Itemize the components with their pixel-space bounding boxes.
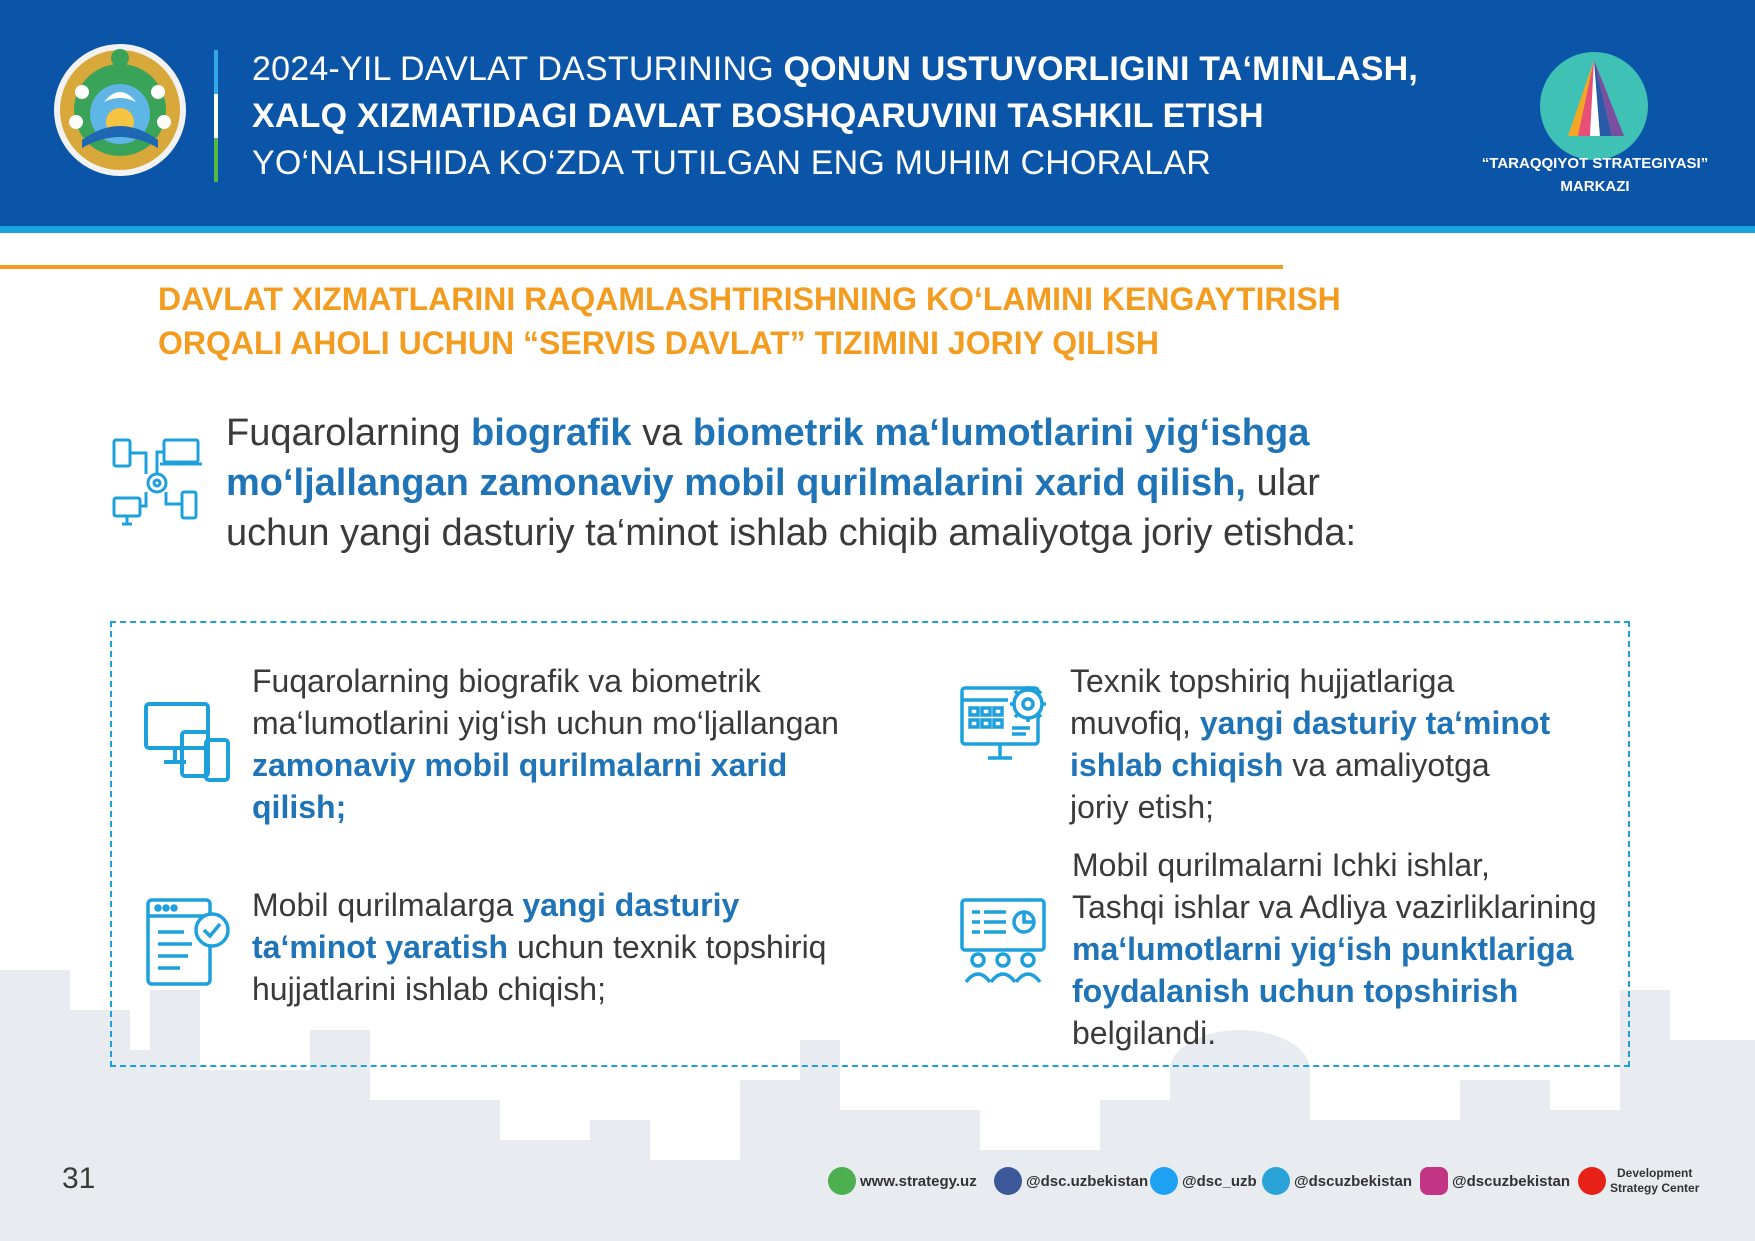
footer-telegram-label: @dscuzbekistan: [1294, 1172, 1412, 1190]
mobile-devices-icon: [142, 698, 234, 790]
section-title-line2: ORQALI AHOLI UCHUN “SERVIS DAVLAT” TIZIMINI JORIY QILISH: [158, 325, 1159, 361]
intro-bold-3: mo‘ljallangan zamonaviy mobil qurilmalarini xarid qilish,: [226, 462, 1246, 504]
logo-caption-line2: MARKAZI: [1560, 178, 1630, 195]
facebook-icon: [994, 1167, 1022, 1195]
page-number: 31: [62, 1162, 96, 1195]
header-tricolor-bar: [214, 50, 218, 182]
footer-telegram[interactable]: [1262, 1166, 1412, 1196]
header-stripe: [0, 226, 1755, 233]
footer-twitter-label: @dsc_uzb: [1182, 1172, 1257, 1190]
item3-bold2: ishlab chiqish: [1070, 747, 1284, 783]
measure-item-4: [1072, 844, 1597, 1054]
item2-text3: hujjatlarini ishlab chiqish;: [252, 971, 606, 1007]
title-line2-bold: XALQ XIZMATIDAGI DAVLAT BOSHQARUVINI TASHKIL ETISH: [252, 97, 1264, 135]
intro-paragraph: [226, 408, 1426, 558]
item3-text3: va amaliyotga: [1283, 747, 1490, 783]
footer-website-label: www.strategy.uz: [860, 1172, 977, 1190]
item2-text1: Mobil qurilmalarga: [252, 887, 523, 923]
item3-text2: muvofiq,: [1070, 705, 1200, 741]
footer-facebook-label: @dsc.uzbekistan: [1026, 1172, 1149, 1190]
item1-bold2: qilish;: [252, 789, 347, 825]
intro-bold-1: biografik: [471, 412, 632, 454]
item4-text3: belgilandi.: [1072, 1015, 1217, 1051]
devices-network-icon: [110, 436, 204, 530]
footer-youtube-line1: Development: [1617, 1166, 1693, 1180]
item4-text1: Mobil qurilmalarni Ichki ishlar,: [1072, 847, 1490, 883]
page-title: [252, 46, 1418, 187]
document-check-icon: [144, 896, 234, 988]
measure-item-2: [252, 884, 826, 1010]
footer-twitter[interactable]: [1150, 1166, 1257, 1196]
section-title-line1: DAVLAT XIZMATLARINI RAQAMLASHTIRISHNING KO‘LAMINI KENGAYTIRISH: [158, 281, 1341, 317]
monitor-settings-icon: [958, 680, 1050, 772]
item2-text2: uchun texnik topshiriq: [508, 929, 827, 965]
intro-text-2: va: [631, 412, 693, 454]
item4-bold1: ma‘lumotlarni yig‘ish punktlariga: [1072, 931, 1574, 967]
item3-text1: Texnik topshiriq hujjatlariga: [1070, 663, 1455, 699]
item4-text2: Tashqi ishlar va Adliya vazirliklarining: [1072, 889, 1597, 925]
title-line1-normal: 2024-YIL DAVLAT DASTURINING: [252, 50, 784, 88]
presentation-audience-icon: [958, 896, 1050, 986]
intro-text-4: uchun yangi dasturiy ta‘minot ishlab chiqib amaliyotga joriy etishda:: [226, 512, 1357, 554]
item1-line1: Fuqarolarning biografik va biometrik: [252, 663, 761, 699]
twitter-icon: [1150, 1167, 1178, 1195]
item2-bold2: ta‘minot yaratish: [252, 929, 509, 965]
item4-bold2: foydalanish uchun topshirish: [1072, 973, 1519, 1009]
measure-item-1: [252, 660, 839, 828]
section-divider: [0, 265, 1283, 269]
footer-instagram-label: @dscuzbekistan: [1452, 1172, 1570, 1190]
intro-bold-2: biometrik ma‘lumotlarini yig‘ishga: [692, 412, 1310, 454]
logo-caption-line1: “TARAQQIYOT STRATEGIYASI”: [1481, 155, 1709, 172]
item1-bold1: zamonaviy mobil qurilmalarni xarid: [252, 747, 788, 783]
measure-item-3: [1070, 660, 1550, 828]
item3-text4: joriy etish;: [1070, 789, 1215, 825]
footer-youtube-line2: Strategy Center: [1610, 1181, 1700, 1195]
intro-text-3: ular: [1245, 462, 1320, 504]
item1-line2: ma‘lumotlarini yig‘ish uchun mo‘ljallangan: [252, 705, 839, 741]
footer-facebook[interactable]: [994, 1166, 1148, 1196]
item2-bold1: yangi dasturiy: [522, 887, 740, 923]
state-emblem-icon: [52, 42, 188, 178]
footer-website[interactable]: [828, 1166, 977, 1196]
strategy-center-logo-icon: [1538, 50, 1650, 162]
title-line3-normal: YO‘NALISHIDA KO‘ZDA TUTILGAN ENG MUHIM CHORALAR: [252, 144, 1212, 182]
globe-icon: [828, 1167, 856, 1195]
section-title: [158, 277, 1341, 365]
intro-text-1: Fuqarolarning: [226, 412, 472, 454]
telegram-icon: [1262, 1167, 1290, 1195]
youtube-icon: [1578, 1167, 1606, 1195]
item3-bold1: yangi dasturiy ta‘minot: [1199, 705, 1551, 741]
instagram-icon: [1420, 1167, 1448, 1195]
logo-caption: [1440, 152, 1750, 198]
title-line1-bold: QONUN USTUVORLIGINI TA‘MINLASH,: [783, 50, 1419, 88]
footer-instagram[interactable]: [1420, 1166, 1570, 1196]
footer-youtube[interactable]: [1578, 1166, 1699, 1196]
